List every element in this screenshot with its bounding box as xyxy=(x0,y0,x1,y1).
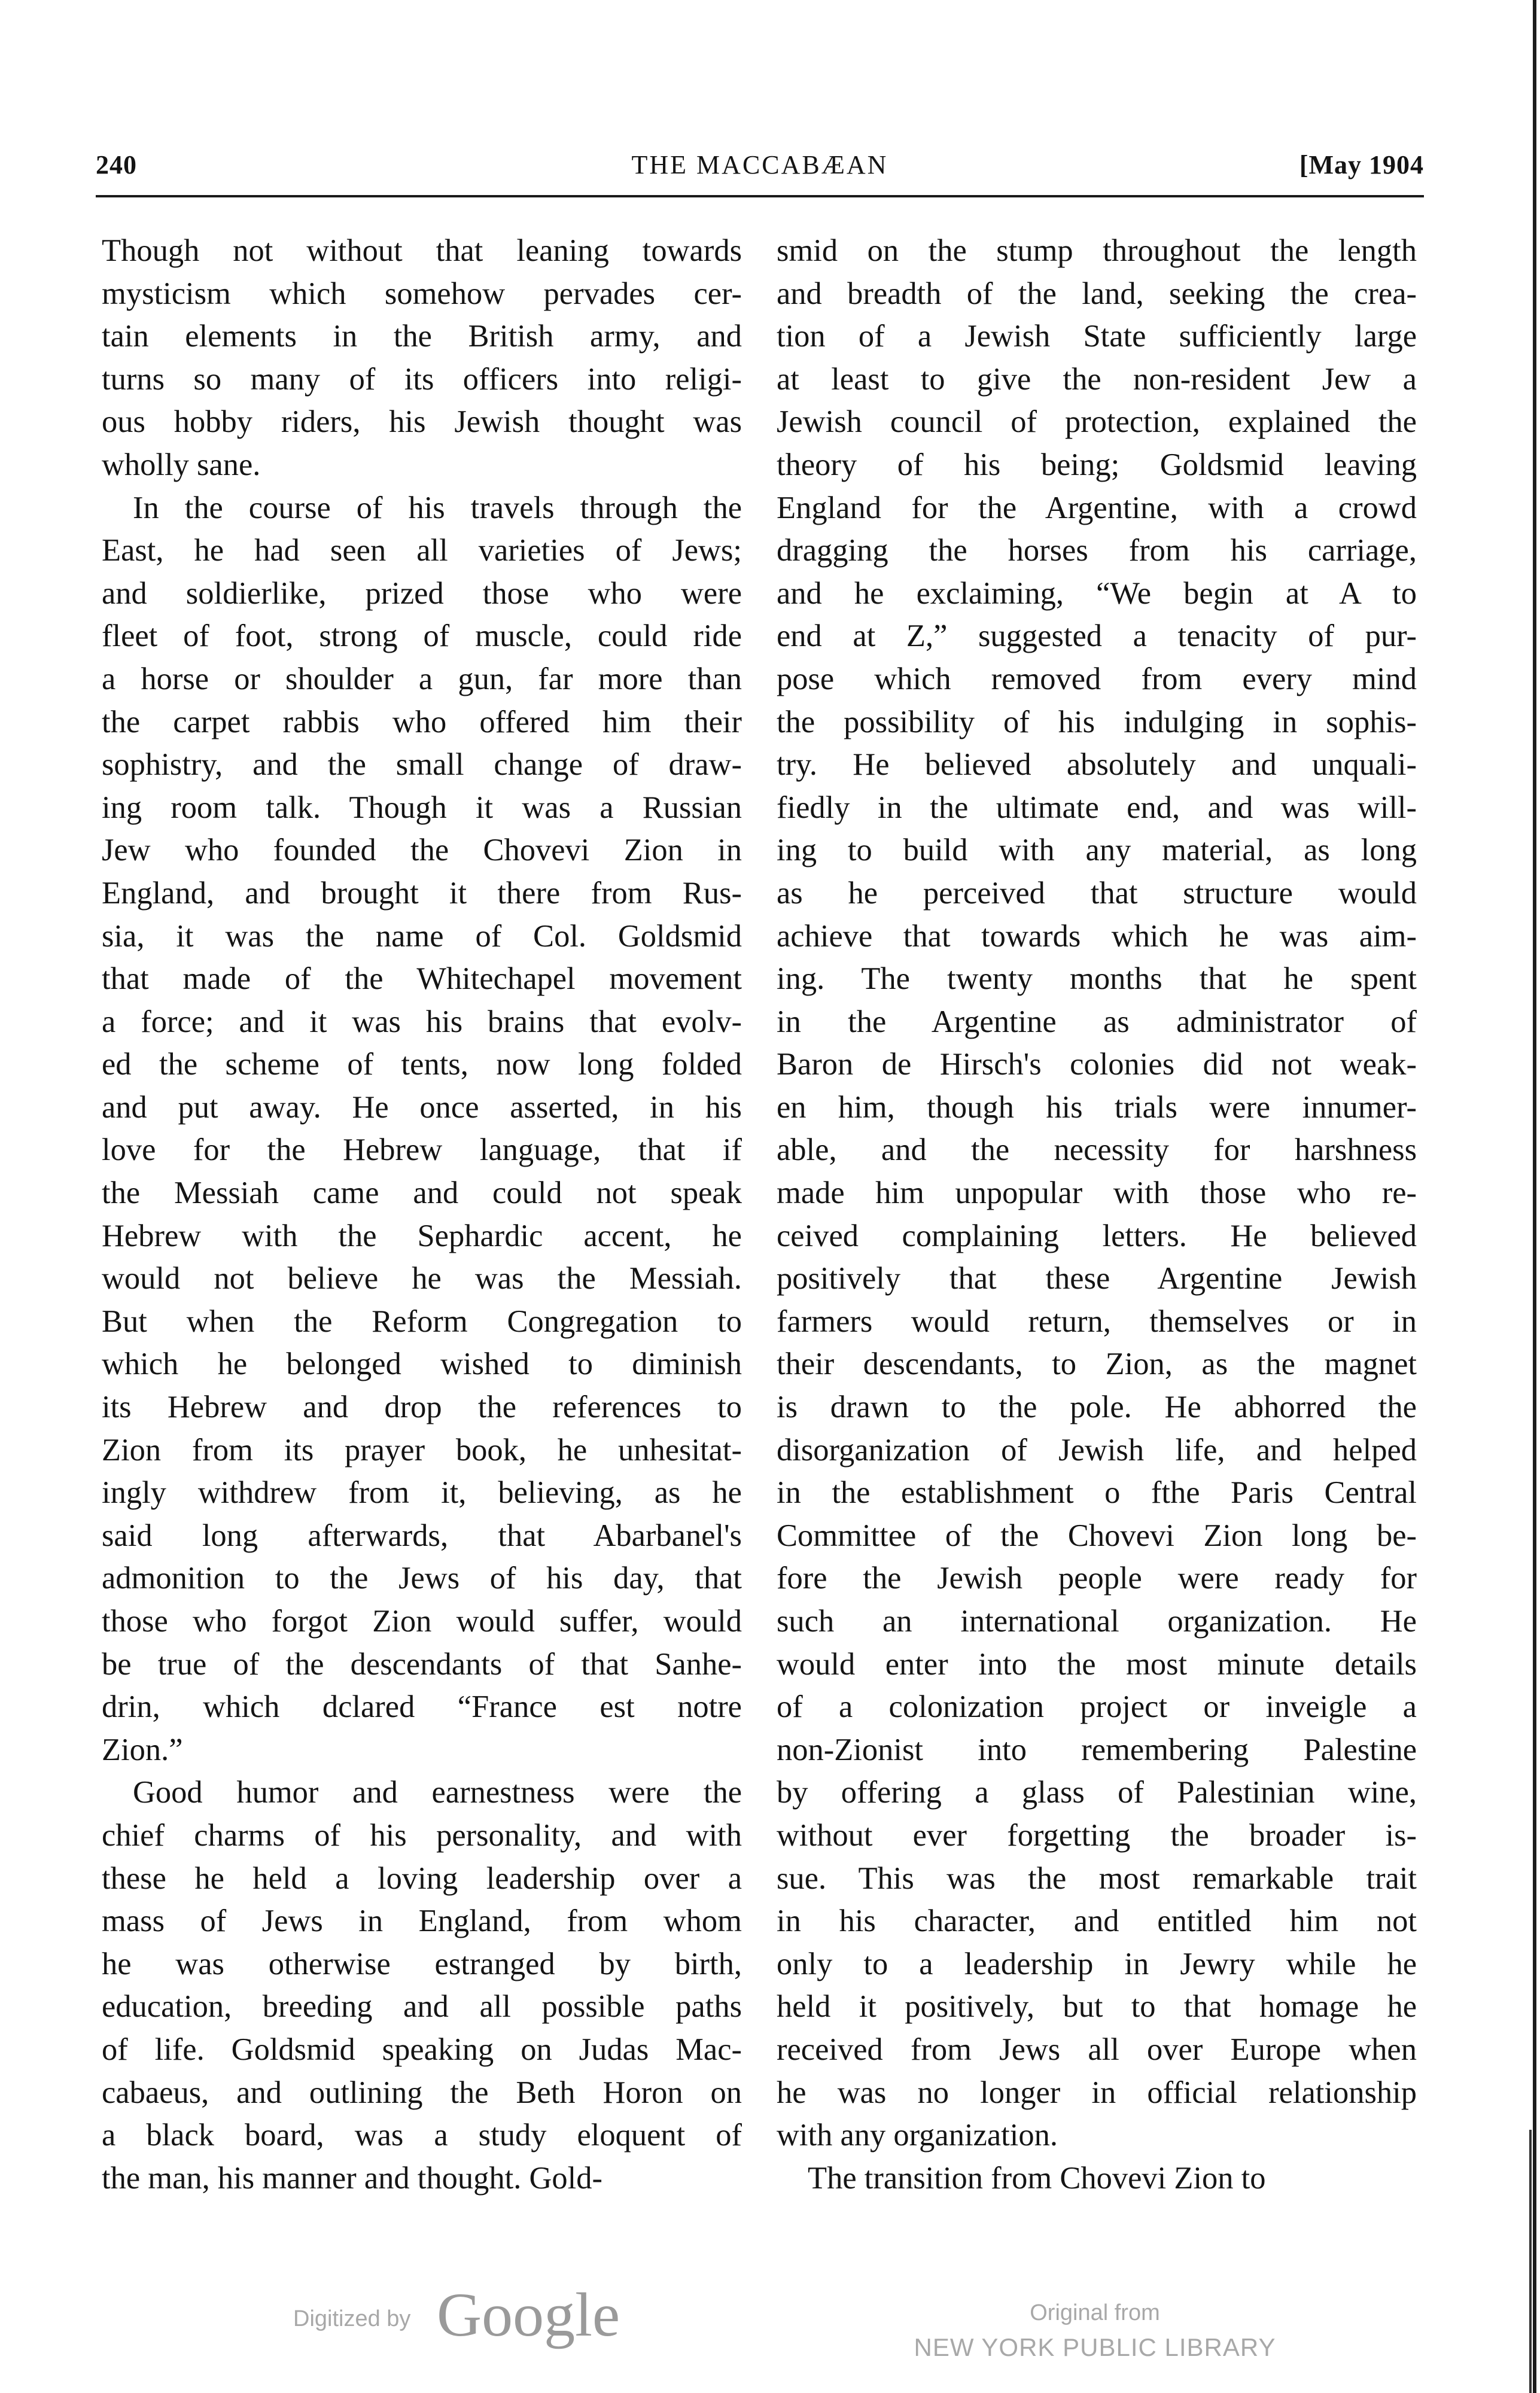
page-edge-mark xyxy=(1529,2130,1532,2393)
text-line: Jewish council of protection, explained the xyxy=(777,404,1417,440)
text-line: try. He believed absolutely and unquali- xyxy=(777,747,1417,783)
text-line: ous hobby riders, his Jewish thought was xyxy=(102,404,742,440)
running-header xyxy=(96,150,1424,191)
page-edge xyxy=(1533,0,1536,2393)
text-line: Zion.” xyxy=(102,1732,183,1767)
text-line: ed the scheme of tents, now long folded xyxy=(102,1047,742,1082)
text-line: farmers would return, themselves or in xyxy=(777,1304,1417,1339)
text-line: achieve that towards which he was aim- xyxy=(777,918,1417,954)
text-line: mysticism which somehow pervades cer- xyxy=(102,276,742,311)
text-line: of life. Goldsmid speaking on Judas Mac- xyxy=(102,2032,742,2067)
text-line: able, and the necessity for harshness xyxy=(777,1132,1417,1168)
text-line: end at Z,” suggested a tenacity of pur- xyxy=(777,619,1417,654)
left-column xyxy=(102,230,742,2200)
text-line: pose which removed from every mind xyxy=(777,661,1417,696)
text-line: the carpet rabbis who offered him their xyxy=(102,704,742,739)
text-line: these he held a loving leadership over a xyxy=(102,1861,742,1896)
magazine-title: THE MACCABÆAN xyxy=(631,150,888,179)
text-line: tion of a Jewish State sufficiently large xyxy=(777,319,1417,354)
text-line: Committee of the Chovevi Zion long be- xyxy=(777,1518,1417,1553)
header-rule xyxy=(96,195,1424,197)
text-line: at least to give the non-resident Jew a xyxy=(777,361,1417,397)
text-line: a horse or shoulder a gun, far more than xyxy=(102,661,742,696)
text-line: only to a leadership in Jewry while he xyxy=(777,1946,1417,1981)
text-line: be true of the descendants of that Sanhe- xyxy=(102,1646,742,1682)
text-line: made him unpopular with those who re- xyxy=(777,1176,1417,1211)
text-line: of a colonization project or inveigle a xyxy=(777,1689,1417,1725)
right-column xyxy=(777,230,1417,2200)
text-line: the Messiah came and could not speak xyxy=(102,1176,742,1211)
text-line: ing to build with any material, as long xyxy=(777,833,1417,868)
text-line: The transition from Chovevi Zion to xyxy=(808,2160,1266,2196)
text-line: in the Argentine as administrator of xyxy=(777,1004,1417,1039)
text-line: that made of the Whitechapel movement xyxy=(102,961,742,997)
text-line: a force; and it was his brains that evolv- xyxy=(102,1004,742,1039)
text-line: ceived complaining letters. He believed xyxy=(777,1218,1417,1253)
text-line: and soldierlike, prized those who were xyxy=(102,576,742,611)
text-line: held it positively, but to that homage he xyxy=(777,1989,1417,2024)
text-line: Though not without that leaning towards xyxy=(102,233,742,268)
text-line: theory of his being; Goldsmid leaving xyxy=(777,447,1417,482)
text-line: received from Jews all over Europe when xyxy=(777,2032,1417,2067)
text-line: in the establishment o fthe Paris Central xyxy=(777,1475,1417,1511)
text-line: and put away. He once asserted, in his xyxy=(102,1089,742,1125)
text-line: he was no longer in official relationship xyxy=(777,2075,1417,2110)
text-line: the man, his manner and thought. Gold- xyxy=(102,2160,602,2196)
text-line: a black board, was a study eloquent of xyxy=(102,2118,742,2153)
text-line: But when the Reform Congregation to xyxy=(102,1304,742,1339)
text-line: disorganization of Jewish life, and helped xyxy=(777,1432,1417,1468)
text-line: sia, it was the name of Col. Goldsmid xyxy=(102,918,742,954)
text-line: en him, though his trials were innumer- xyxy=(777,1089,1417,1125)
text-line: Hebrew with the Sephardic accent, he xyxy=(102,1218,742,1253)
text-line: ingly withdrew from it, believing, as he xyxy=(102,1475,742,1511)
text-line: admonition to the Jews of his day, that xyxy=(102,1561,742,1596)
text-line: such an international organization. He xyxy=(777,1604,1417,1639)
text-line: sue. This was the most remarkable trait xyxy=(777,1861,1417,1896)
library-name: NEW YORK PUBLIC LIBRARY xyxy=(914,2333,1276,2361)
text-line: fore the Jewish people were ready for xyxy=(777,1561,1417,1596)
text-line: non-Zionist into remembering Palestine xyxy=(777,1732,1417,1767)
text-line: England, and brought it there from Rus- xyxy=(102,875,742,911)
text-line: Jew who founded the Chovevi Zion in xyxy=(102,833,742,868)
text-line: In the course of his travels through the xyxy=(133,490,742,525)
text-line: dragging the horses from his carriage, xyxy=(777,533,1417,568)
text-line: mass of Jews in England, from whom xyxy=(102,1904,742,1939)
text-line: ing. The twenty months that he spent xyxy=(777,961,1417,997)
text-line: wholly sane. xyxy=(102,447,261,482)
text-line: which he belonged wished to diminish xyxy=(102,1347,742,1382)
issue-date: [May 1904 xyxy=(1299,150,1424,179)
text-line: with any organization. xyxy=(777,2118,1058,2153)
google-logo: Google xyxy=(437,2281,620,2349)
digitized-by-label: Digitized by xyxy=(293,2306,411,2331)
text-line: Baron de Hirsch's colonies did not weak- xyxy=(777,1047,1417,1082)
text-line: he was otherwise estranged by birth, xyxy=(102,1946,742,1981)
text-line: would enter into the most minute details xyxy=(777,1646,1417,1682)
text-line: fleet of foot, strong of muscle, could ride xyxy=(102,619,742,654)
text-line: love for the Hebrew language, that if xyxy=(102,1132,742,1168)
text-line: England for the Argentine, with a crowd xyxy=(777,490,1417,525)
text-line: East, he had seen all varieties of Jews; xyxy=(102,533,742,568)
text-line: in his character, and entitled him not xyxy=(777,1904,1417,1939)
text-line: and breadth of the land, seeking the crea- xyxy=(777,276,1417,311)
text-line: and he exclaiming, “We begin at A to xyxy=(777,576,1417,611)
text-line: those who forgot Zion would suffer, would xyxy=(102,1604,742,1639)
text-line: chief charms of his personality, and with xyxy=(102,1817,742,1853)
text-line: drin, which dclared “France est notre xyxy=(102,1689,742,1725)
text-line: the possibility of his indulging in sophis- xyxy=(777,704,1417,739)
text-line: would not believe he was the Messiah. xyxy=(102,1261,742,1296)
text-line: tain elements in the British army, and xyxy=(102,319,742,354)
text-line: Zion from its prayer book, he unhesitat- xyxy=(102,1432,742,1468)
text-line: as he perceived that structure would xyxy=(777,875,1417,911)
original-from-label: Original from xyxy=(1030,2300,1160,2325)
text-line: by offering a glass of Palestinian wine, xyxy=(777,1775,1417,1810)
page-number: 240 xyxy=(96,150,137,179)
text-line: their descendants, to Zion, as the magnet xyxy=(777,1347,1417,1382)
text-line: sophistry, and the small change of draw- xyxy=(102,747,742,783)
text-line: Good humor and earnestness were the xyxy=(133,1775,742,1810)
text-line: cabaeus, and outlining the Beth Horon on xyxy=(102,2075,742,2110)
text-line: turns so many of its officers into religi- xyxy=(102,361,742,397)
text-line: smid on the stump throughout the length xyxy=(777,233,1417,268)
text-line: education, breeding and all possible paths xyxy=(102,1989,742,2024)
text-line: said long afterwards, that Abarbanel's xyxy=(102,1518,742,1553)
text-line: ing room talk. Though it was a Russian xyxy=(102,790,742,825)
text-line: without ever forgetting the broader is- xyxy=(777,1817,1417,1853)
text-line: is drawn to the pole. He abhorred the xyxy=(777,1390,1417,1425)
text-line: fiedly in the ultimate end, and was will- xyxy=(777,790,1417,825)
text-line: positively that these Argentine Jewish xyxy=(777,1261,1417,1296)
text-line: its Hebrew and drop the references to xyxy=(102,1390,742,1425)
